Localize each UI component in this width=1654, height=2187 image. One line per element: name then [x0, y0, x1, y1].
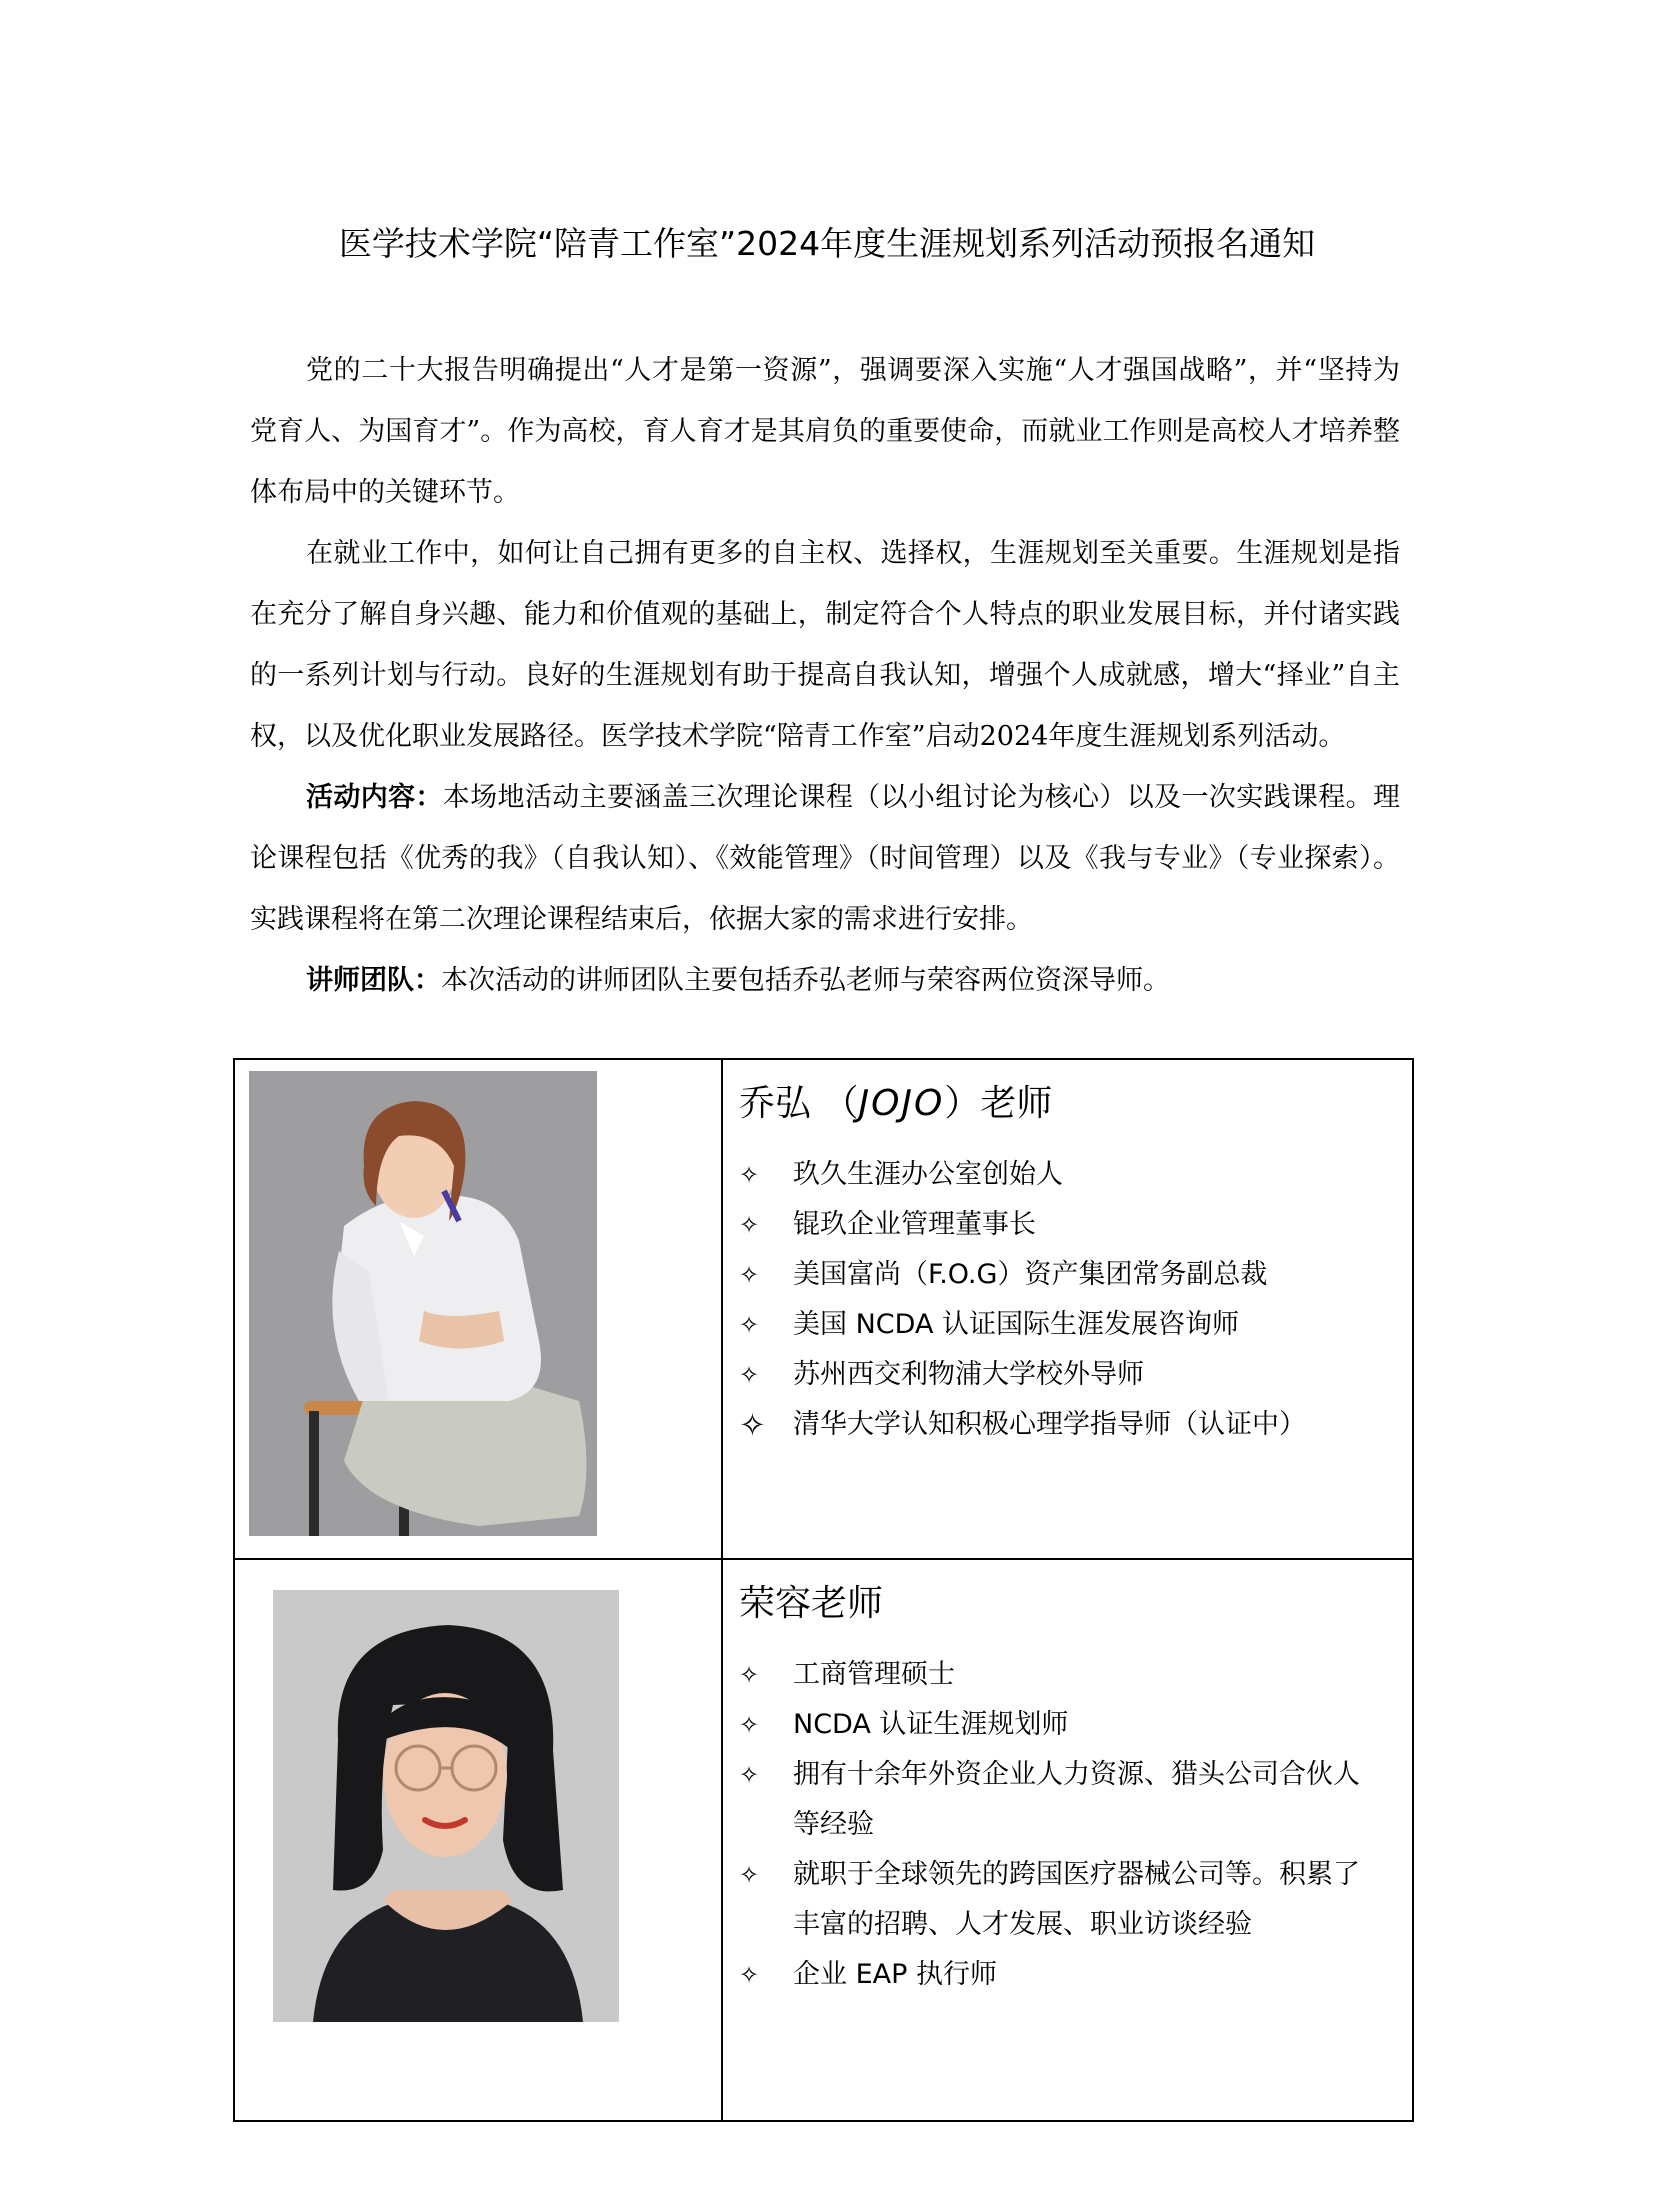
credential-item	[739, 1200, 1383, 1250]
credential-text: 工商管理硕士	[793, 1659, 955, 1690]
star-icon: ✧	[739, 1961, 760, 1989]
teacher-info-cell	[722, 1059, 1413, 1559]
teacher-name-prefix: 乔弘 （	[739, 1083, 859, 1124]
star-icon: ✧	[739, 1161, 760, 1189]
teacher-name-latin: JOJO	[858, 1083, 945, 1124]
star-icon: ✧	[739, 1311, 760, 1339]
credential-item	[739, 1300, 1383, 1350]
credential-item	[739, 1150, 1383, 1200]
activity-label: 活动内容：	[306, 782, 443, 813]
star-icon: ✧	[739, 1761, 760, 1789]
credential-item	[739, 1750, 1383, 1850]
activity-text: 本场地活动主要涵盖三次理论课程（以小组讨论为核心）以及一次实践课程。理论课程包括《优秀的我》（自我认知）、《效能管理》（时间管理）以及《我与专业》（专业探索）。实践课程将在第二次理论课程结束后，依据大家的需求进行安排。	[250, 782, 1401, 935]
credential-text: NCDA 认证生涯规划师	[793, 1709, 1069, 1740]
credential-text: 就职于全球领先的跨国医疗器械公司等。积累了丰富的招聘、人才发展、职业访谈经验	[793, 1859, 1360, 1940]
teacher-photo-cell	[234, 1059, 722, 1559]
credential-item	[739, 1850, 1383, 1950]
paragraph-2: 在就业工作中，如何让自己拥有更多的自主权、选择权，生涯规划至关重要。生涯规划是指在充分了解自身兴趣、能力和价值观的基础上，制定符合个人特点的职业发展目标，并付诸实践的一系列计划与行动。良好的生涯规划有助于提高自我认知，增强个人成就感，增大“择业”自主权，以及优化职业发展路径。医学技术学院“陪青工作室”启动2024年度生涯规划系列活动。	[250, 538, 1400, 752]
credential-text: 拥有十余年外资企业人力资源、猎头公司合伙人等经验	[793, 1759, 1360, 1840]
star-icon: ✧	[739, 1711, 760, 1739]
paragraph-activity	[250, 767, 1400, 950]
star-icon: ✧	[739, 1361, 760, 1389]
credential-item	[739, 1350, 1383, 1400]
teachers-table	[233, 1058, 1414, 2122]
star-icon: ✧	[739, 1406, 766, 1444]
teacher-info-cell	[722, 1559, 1413, 2121]
paragraph-lecturers	[250, 950, 1400, 1011]
teacher-photo	[273, 1590, 619, 2022]
teacher-photo	[249, 1071, 597, 1536]
page-title: 医学技术学院“陪青工作室”2024年度生涯规划系列活动预报名通知	[338, 224, 1316, 263]
teacher-photo-cell	[234, 1559, 722, 2121]
star-icon: ✧	[739, 1861, 760, 1889]
star-icon: ✧	[739, 1261, 760, 1289]
credential-text: 苏州西交利物浦大学校外导师	[793, 1359, 1144, 1390]
teacher-name	[739, 1576, 1412, 1632]
lecturers-label: 讲师团队：	[306, 965, 441, 996]
credential-item	[739, 1250, 1383, 1300]
credential-text: 美国富尚（F.O.G）资产集团常务副总裁	[793, 1259, 1268, 1290]
teacher-name-suffix: ）老师	[944, 1083, 1053, 1124]
credential-text: 美国 NCDA 认证国际生涯发展咨询师	[793, 1309, 1240, 1340]
credential-list	[739, 1650, 1412, 2000]
credential-item	[739, 1400, 1383, 1450]
teacher-name	[739, 1076, 1412, 1132]
body-text	[250, 340, 1400, 1011]
credential-text: 企业 EAP 执行师	[793, 1959, 997, 1990]
credential-text: 玖久生涯办公室创始人	[793, 1159, 1063, 1190]
credential-item	[739, 1950, 1383, 2000]
teacher-row	[234, 1559, 1413, 2121]
teacher-row	[234, 1059, 1413, 1559]
credential-text: 锟玖企业管理董事长	[793, 1209, 1036, 1240]
credential-item	[739, 1700, 1383, 1750]
lecturers-text: 本次活动的讲师团队主要包括乔弘老师与荣容两位资深导师。	[441, 965, 1170, 996]
credential-list	[739, 1150, 1412, 1450]
star-icon: ✧	[739, 1211, 760, 1239]
credential-item	[739, 1650, 1383, 1700]
credential-text: 清华大学认知积极心理学指导师（认证中）	[793, 1409, 1306, 1440]
paragraph-1: 党的二十大报告明确提出“人才是第一资源”，强调要深入实施“人才强国战略”，并“坚持为党育人、为国育才”。作为高校，育人育才是其肩负的重要使命，而就业工作则是高校人才培养整体布局中的关键环节。	[250, 355, 1400, 508]
star-icon: ✧	[739, 1661, 760, 1689]
teacher-name-prefix: 荣容老师	[739, 1583, 884, 1624]
